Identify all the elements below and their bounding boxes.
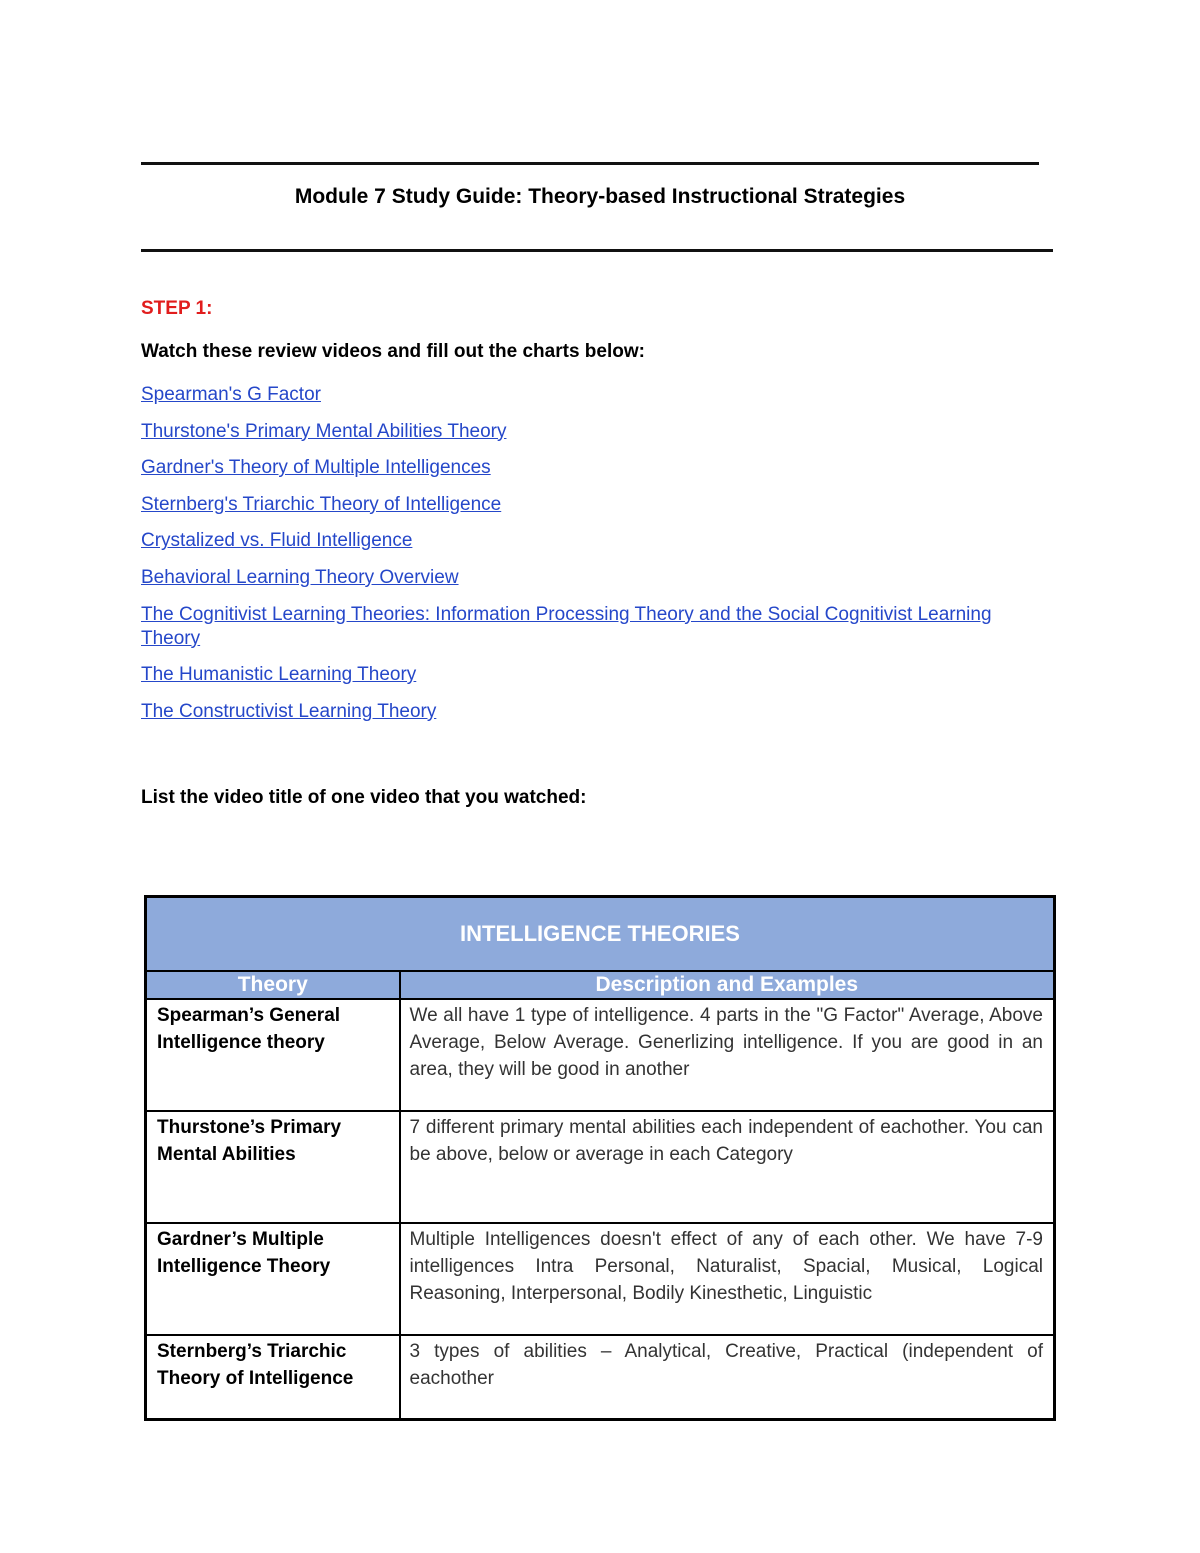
table-row <box>146 1223 1055 1335</box>
table-row <box>146 1335 1055 1420</box>
video-link-sternberg[interactable]: Sternberg's Triarchic Theory of Intelligence <box>141 493 502 515</box>
list-item <box>141 529 1041 553</box>
table-title: INTELLIGENCE THEORIES <box>146 897 1055 972</box>
video-link-list <box>141 383 1041 736</box>
video-link-spearman[interactable]: Spearman's G Factor <box>141 384 321 405</box>
intelligence-theories-table <box>144 895 1056 1421</box>
theory-name: Sternberg’s Triarchic Theory of Intelligence <box>146 1335 400 1420</box>
list-item <box>141 603 1041 651</box>
step-label: STEP 1: <box>141 298 213 319</box>
video-link-cognitivist[interactable]: The Cognitivist Learning Theories: Information Processing Theory and the Social Cognitivist Learning Theory <box>141 603 992 649</box>
question-text: List the video title of one video that you watched: <box>141 787 587 808</box>
video-link-crystalized-fluid[interactable]: Crystalized vs. Fluid Intelligence <box>141 530 413 552</box>
list-item <box>141 493 1041 517</box>
theory-description[interactable]: 7 different primary mental abilities each independent of eachother. You can be above, below or average in each Category <box>400 1111 1055 1223</box>
column-header-description: Description and Examples <box>400 971 1055 999</box>
list-item <box>141 456 1041 480</box>
bottom-divider-line <box>141 249 1053 252</box>
list-item <box>141 700 1041 724</box>
column-header-theory: Theory <box>146 971 400 999</box>
theory-description[interactable]: 3 types of abilities – Analytical, Creative, Practical (independent of eachother <box>400 1335 1055 1420</box>
theory-name: Spearman’s General Intelligence theory <box>146 999 400 1111</box>
theory-description[interactable]: Multiple Intelligences doesn't effect of any of each other. We have 7-9 intelligences Intra Personal, Naturalist, Spacial, Musical, Logical Reasoning, Interpersonal, Bodily Kinesthetic, Linguistic <box>400 1223 1055 1335</box>
theory-name: Gardner’s Multiple Intelligence Theory <box>146 1223 400 1335</box>
video-link-gardner[interactable]: Gardner's Theory of Multiple Intelligences <box>141 457 491 479</box>
list-item <box>141 663 1041 687</box>
table-row <box>146 999 1055 1111</box>
theory-description[interactable]: We all have 1 type of intelligence. 4 parts in the "G Factor" Average, Above Average, Below Average. Generlizing intelligence. If you are good in an area, they will be good in another <box>400 999 1055 1111</box>
video-link-thurstone[interactable]: Thurstone's Primary Mental Abilities Theory <box>141 420 507 442</box>
theory-name: Thurstone’s Primary Mental Abilities <box>146 1111 400 1223</box>
video-link-humanistic[interactable]: The Humanistic Learning Theory <box>141 664 417 686</box>
top-divider-line <box>141 162 1039 165</box>
page-title: Module 7 Study Guide: Theory-based Instructional Strategies <box>294 185 906 208</box>
instruction-text: Watch these review videos and fill out the charts below: <box>141 341 645 362</box>
list-item <box>141 566 1041 590</box>
table-row <box>146 1111 1055 1223</box>
video-link-behavioral[interactable]: Behavioral Learning Theory Overview <box>141 566 459 588</box>
list-item <box>141 420 1041 444</box>
video-link-constructivist[interactable]: The Constructivist Learning Theory <box>141 700 437 722</box>
list-item <box>141 383 1041 407</box>
